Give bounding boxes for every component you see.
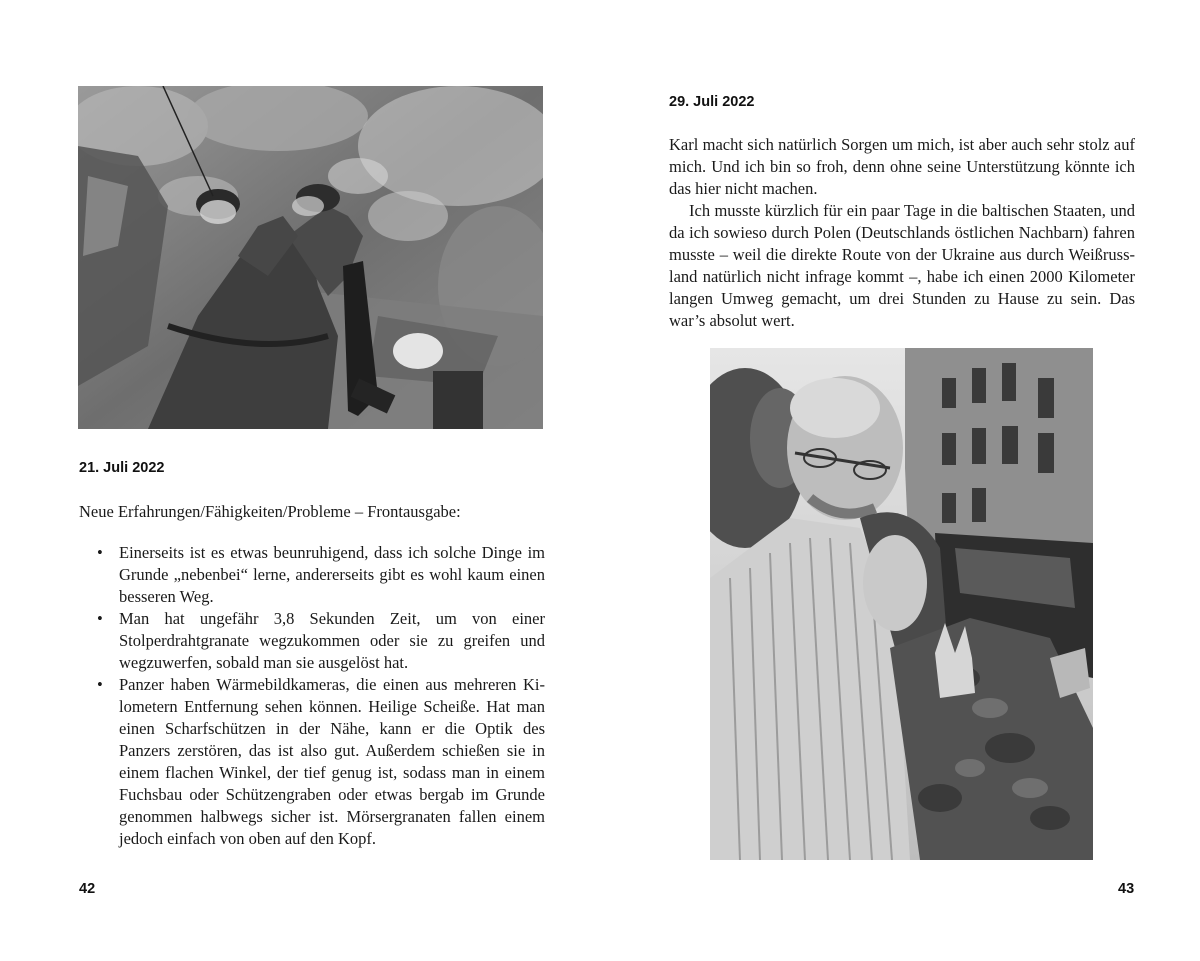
bullet-item bbox=[96, 542, 545, 608]
bullet-item bbox=[96, 608, 545, 674]
entry-date-heading: 29. Juli 2022 bbox=[669, 94, 755, 110]
bullet-text: Einerseits ist es etwas beunruhigend, dass ich solche Dinge im Grunde „nebenbei“ lerne, andererseits gibt es wohl kaum einen besseren Weg. bbox=[119, 543, 545, 606]
entry-paragraph: Ich musste kürzlich für ein paar Tage in die baltischen Staaten, und da ich sowieso durch Polen (Deutschlands östlichen Nachbarn) fahren musste – weil die direkte Route von der Ukraine aus durch Weißrussland natürlich nicht infrage kommt –, habe ich einen 2000 Kilometer langen Umweg gemacht, um drei Stunden zu Hause zu sein. Das war’s absolut wert. bbox=[669, 201, 1135, 330]
selfie-photo bbox=[710, 348, 1093, 860]
forest-soldier-photo-graphic bbox=[78, 86, 543, 429]
bullet-marker: • bbox=[97, 609, 103, 628]
page-number: 42 bbox=[79, 881, 96, 897]
experience-bullet-list bbox=[96, 542, 545, 850]
bullet-item bbox=[96, 674, 545, 850]
bullet-marker: • bbox=[97, 543, 103, 562]
right-page bbox=[600, 0, 1200, 961]
selfie-photo-graphic bbox=[710, 348, 1093, 860]
bullet-text: Panzer haben Wärmebildkameras, die einen aus mehreren Kilometern Entfernung sehen können. Heilige Scheiße. Hat man einen Scharfschützen in der Nähe, kann er die Optik des Panzers zerstören, das ist also gut. Außerdem schießen sie in einem flachen Winkel, der tief genug ist, sodass man in einem Fuchsbau oder Schützengraben oder etwas bergab im Grunde genommen halbwegs sicher ist. Mörsergranaten fallen einem jedoch einfach von oben auf den Kopf. bbox=[119, 675, 545, 848]
bullet-marker: • bbox=[97, 675, 103, 694]
entry-paragraph: Karl macht sich natürlich Sorgen um mich, ist aber auch sehr stolz auf mich. Und ich bin so froh, denn ohne seine Unterstützung könnte ich das hier nicht machen. bbox=[669, 135, 1135, 198]
forest-soldier-photo bbox=[78, 86, 543, 429]
bullet-text: Man hat ungefähr 3,8 Sekunden Zeit, um von einer Stolperdrahtgranate wegzukommen oder sie zu greifen und wegzuwerfen, sobald man sie ausgelöst hat. bbox=[119, 609, 545, 672]
page-number: 43 bbox=[1118, 881, 1135, 897]
entry-intro-text: Neue Erfahrungen/Fähigkeiten/Probleme – Frontausgabe: bbox=[79, 502, 461, 521]
entry-date-heading: 21. Juli 2022 bbox=[79, 460, 165, 476]
